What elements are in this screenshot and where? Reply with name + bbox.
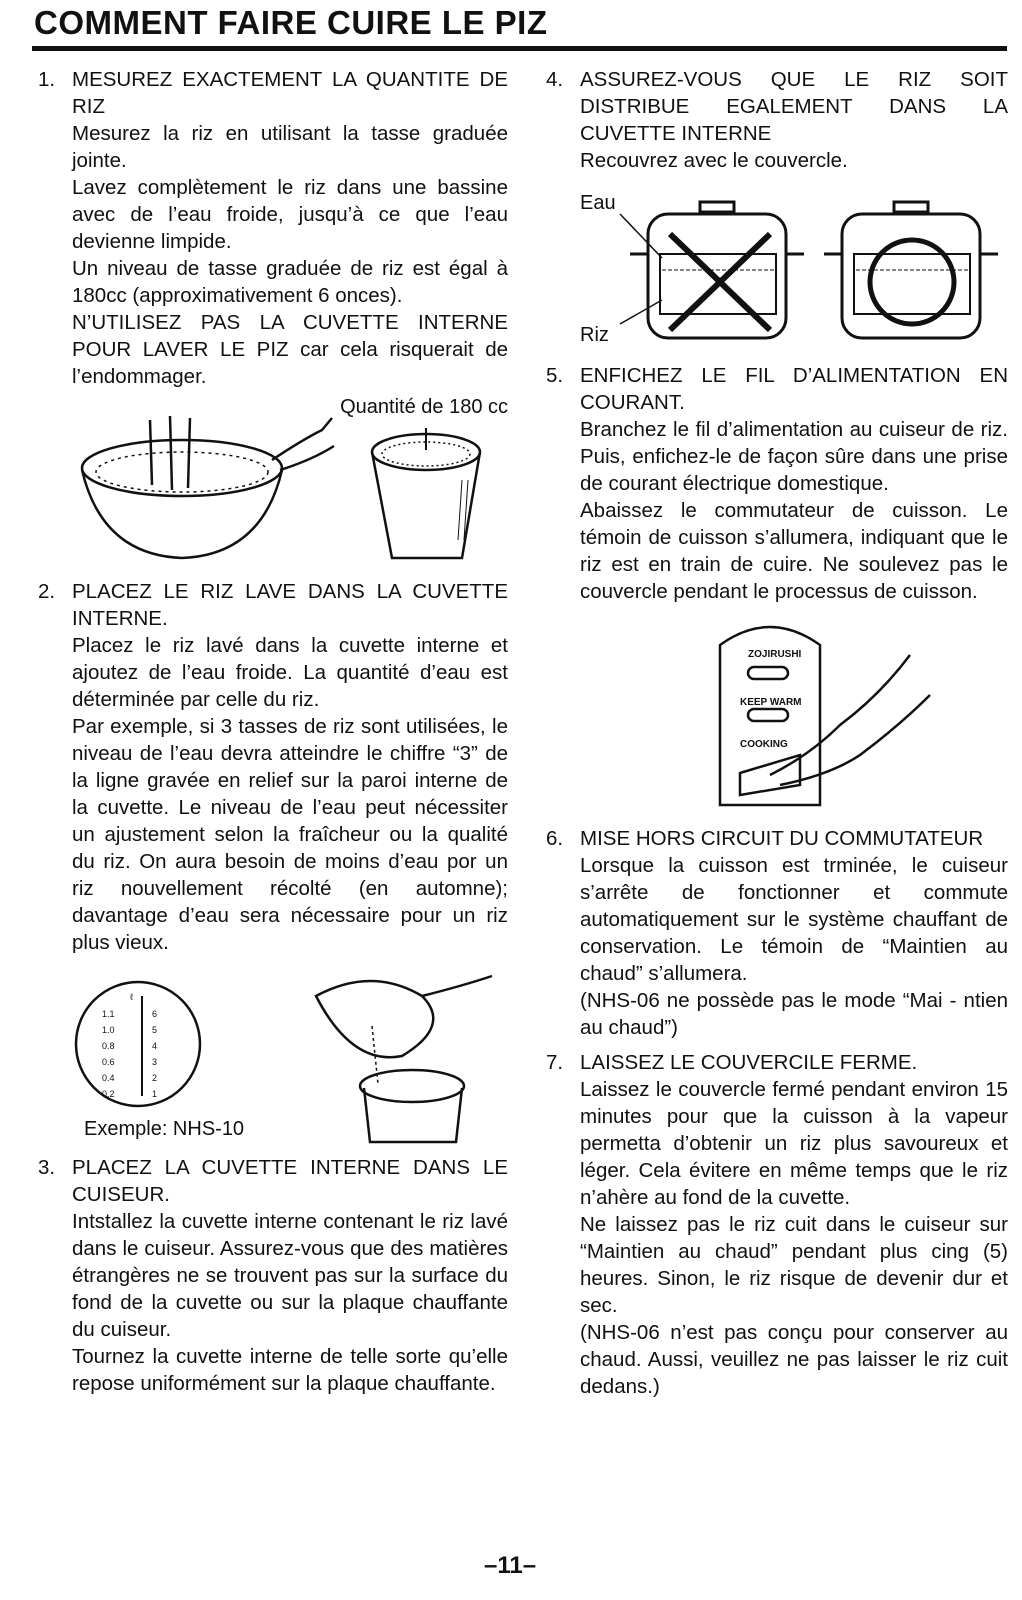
washing-rice-figure bbox=[72, 390, 508, 570]
step-paragraph: Un niveau de tasse graduée de riz est égal à 180cc (approximativement 6 onces). bbox=[72, 257, 508, 307]
step-paragraph: Recouvrez avec le couvercle. bbox=[580, 149, 848, 172]
step-number: 7. bbox=[546, 1051, 564, 1074]
figure-label: Quantité de 180 cc bbox=[340, 396, 508, 418]
scale-liters bbox=[102, 1006, 115, 1102]
step-5 bbox=[546, 362, 1008, 817]
step-number: 1. bbox=[38, 68, 56, 91]
rice-distribution-figure bbox=[580, 174, 1008, 354]
scale-cup-label: 6 bbox=[152, 1009, 158, 1019]
scale-unit: ℓ bbox=[130, 992, 133, 1002]
scale-cup-label: 4 bbox=[152, 1041, 158, 1051]
water-level-figure bbox=[72, 956, 508, 1146]
title-underline bbox=[32, 46, 1007, 51]
step-number: 3. bbox=[38, 1156, 56, 1179]
step-paragraph: Tournez la cuvette interne de telle sorte qu’elle repose uniformément sur la plaque chauffante. bbox=[72, 1345, 508, 1395]
scale-cup-label: 5 bbox=[152, 1025, 158, 1035]
step-3 bbox=[38, 1154, 508, 1397]
page-title: COMMENT FAIRE CUIRE LE PIZ bbox=[34, 4, 548, 41]
scale-liter-label: 0.2 bbox=[102, 1089, 115, 1099]
step-number: 5. bbox=[546, 364, 564, 387]
step-paragraph: Abaissez le commutateur de cuisson. Le témoin de cuisson s’allumera, indiquant que le riz est en train de cuire. Ne soulevez pas le couvercle pendant le processus de cuisson. bbox=[580, 499, 1008, 603]
cooker-comparison-illustration bbox=[580, 174, 1008, 354]
scale-liter-label: 0.8 bbox=[102, 1041, 115, 1051]
step-paragraph: Mesurez la riz en utilisant la tasse graduée jointe. bbox=[72, 122, 508, 172]
step-paragraph: Par exemple, si 3 tasses de riz sont utilisées, le niveau de l’eau devra atteindre le chiffre “3” de la ligne gravée en relief sur la paroi interne de la cuvette. Le niveau de l’eau peut nécessiter un ajustement selon la fraîcheur ou la qualité du riz. On aura besoin de moins d’eau por un riz nouvellement récolté (en automne); davantage d’eau sera nécessaire pour un riz plus vieux. bbox=[72, 715, 508, 954]
brand-label: ZOJIRUSHI bbox=[748, 649, 802, 660]
step-heading: MESUREZ EXACTEMENT LA QUANTITE DE RIZ bbox=[72, 68, 508, 118]
scale-liter-label: 1.0 bbox=[102, 1025, 115, 1035]
step-number: 4. bbox=[546, 68, 564, 91]
step-heading: ASSUREZ-VOUS QUE LE RIZ SOIT DISTRIBUE EGALEMENT DANS LA CUVETTE INTERNE bbox=[580, 68, 1008, 145]
water-label: Eau bbox=[580, 192, 616, 214]
step-paragraph: N’UTILISEZ PAS LA CUVETTE INTERNE POUR LAVER LE PIZ car cela risquerait de l’endommager. bbox=[72, 311, 508, 388]
step-paragraph: Lorsque la cuisson est trminée, le cuiseur s’arrête de fonctionner et commute automatiquement sur le système chauffant de conservation. Le témoin de “Maintien au chaud” s’allumera. bbox=[580, 854, 1008, 985]
scale-liter-label: 0.4 bbox=[102, 1073, 115, 1083]
step-heading: LAISSEZ LE COUVERCILE FERME. bbox=[580, 1051, 918, 1074]
step-number: 6. bbox=[546, 827, 564, 850]
step-paragraph: Laissez le couvercle fermé pendant environ 15 minutes pour que la cuisson à la vapeur permetta d’obtenir un riz plus savoureux et léger. Cela évitere en même temps que le riz n’ahère au fond de la cuvette. bbox=[580, 1078, 1008, 1209]
step-heading: ENFICHEZ LE FIL D’ALIMENTATION EN COURANT. bbox=[580, 364, 1008, 414]
step-paragraph: (NHS-06 n’est pas conçu pour conserver au chaud. Aussi, veuillez ne pas laisser le riz cuit dedans.) bbox=[580, 1321, 1008, 1398]
step-4 bbox=[546, 66, 1008, 354]
cooking-label: COOKING bbox=[740, 739, 788, 750]
step-heading: PLACEZ LA CUVETTE INTERNE DANS LE CUISEUR. bbox=[72, 1156, 508, 1206]
page-number: –11– bbox=[484, 1552, 537, 1579]
scale-liter-label: 0.6 bbox=[102, 1057, 115, 1067]
step-number: 2. bbox=[38, 580, 56, 603]
keep-warm-label: KEEP WARM bbox=[740, 697, 802, 708]
figure-label: Exemple: NHS-10 bbox=[84, 1118, 245, 1140]
scale-cup-label: 3 bbox=[152, 1057, 158, 1067]
scale-cup-label: 2 bbox=[152, 1073, 158, 1083]
scale-liter-label: 1.1 bbox=[102, 1009, 115, 1019]
step-1 bbox=[38, 66, 508, 570]
step-paragraph: Placez le riz lavé dans la cuvette interne et ajoutez de l’eau froide. La quantité d’eau est déterminée par celle du riz. bbox=[72, 634, 508, 711]
left-column bbox=[38, 66, 508, 1405]
step-paragraph: Ne laissez pas le riz cuit dans le cuiseur sur “Maintien au chaud” pendant plus cing (5) heures. Sinon, le riz risque de devenir dur et sec. bbox=[580, 1213, 1008, 1317]
step-paragraph: Lavez complètement le riz dans une bassine avec de l’eau froide, jusqu’à ce que l’eau devienne limpide. bbox=[72, 176, 508, 253]
step-2 bbox=[38, 578, 508, 1146]
step-paragraph: Intstallez la cuvette interne contenant le riz lavé dans le cuiseur. Assurez-vous que des matières étrangères ne se trouvent pas sur la surface du fond de la cuvette ou sur la plaque chauffante du cuiseur. bbox=[72, 1210, 508, 1341]
step-paragraph: (NHS-06 ne possède pas le mode “Mai - ntien au chaud”) bbox=[580, 989, 1008, 1039]
cooking-switch-figure bbox=[580, 605, 1008, 817]
step-heading: PLACEZ LE RIZ LAVE DANS LA CUVETTE INTERNE. bbox=[72, 580, 508, 630]
scale-cup-label: 1 bbox=[152, 1089, 158, 1099]
scale-cups bbox=[152, 1006, 157, 1102]
step-paragraph: Branchez le fil d’alimentation au cuiseur de riz. Puis, enfichez-le de façon sûre dans une prise de courant électrique domestique. bbox=[580, 418, 1008, 495]
step-heading: MISE HORS CIRCUIT DU COMMUTATEUR bbox=[580, 827, 984, 850]
rice-label: Riz bbox=[580, 324, 609, 346]
step-7 bbox=[546, 1049, 1008, 1400]
step-6 bbox=[546, 825, 1008, 1041]
right-column bbox=[546, 66, 1008, 1408]
